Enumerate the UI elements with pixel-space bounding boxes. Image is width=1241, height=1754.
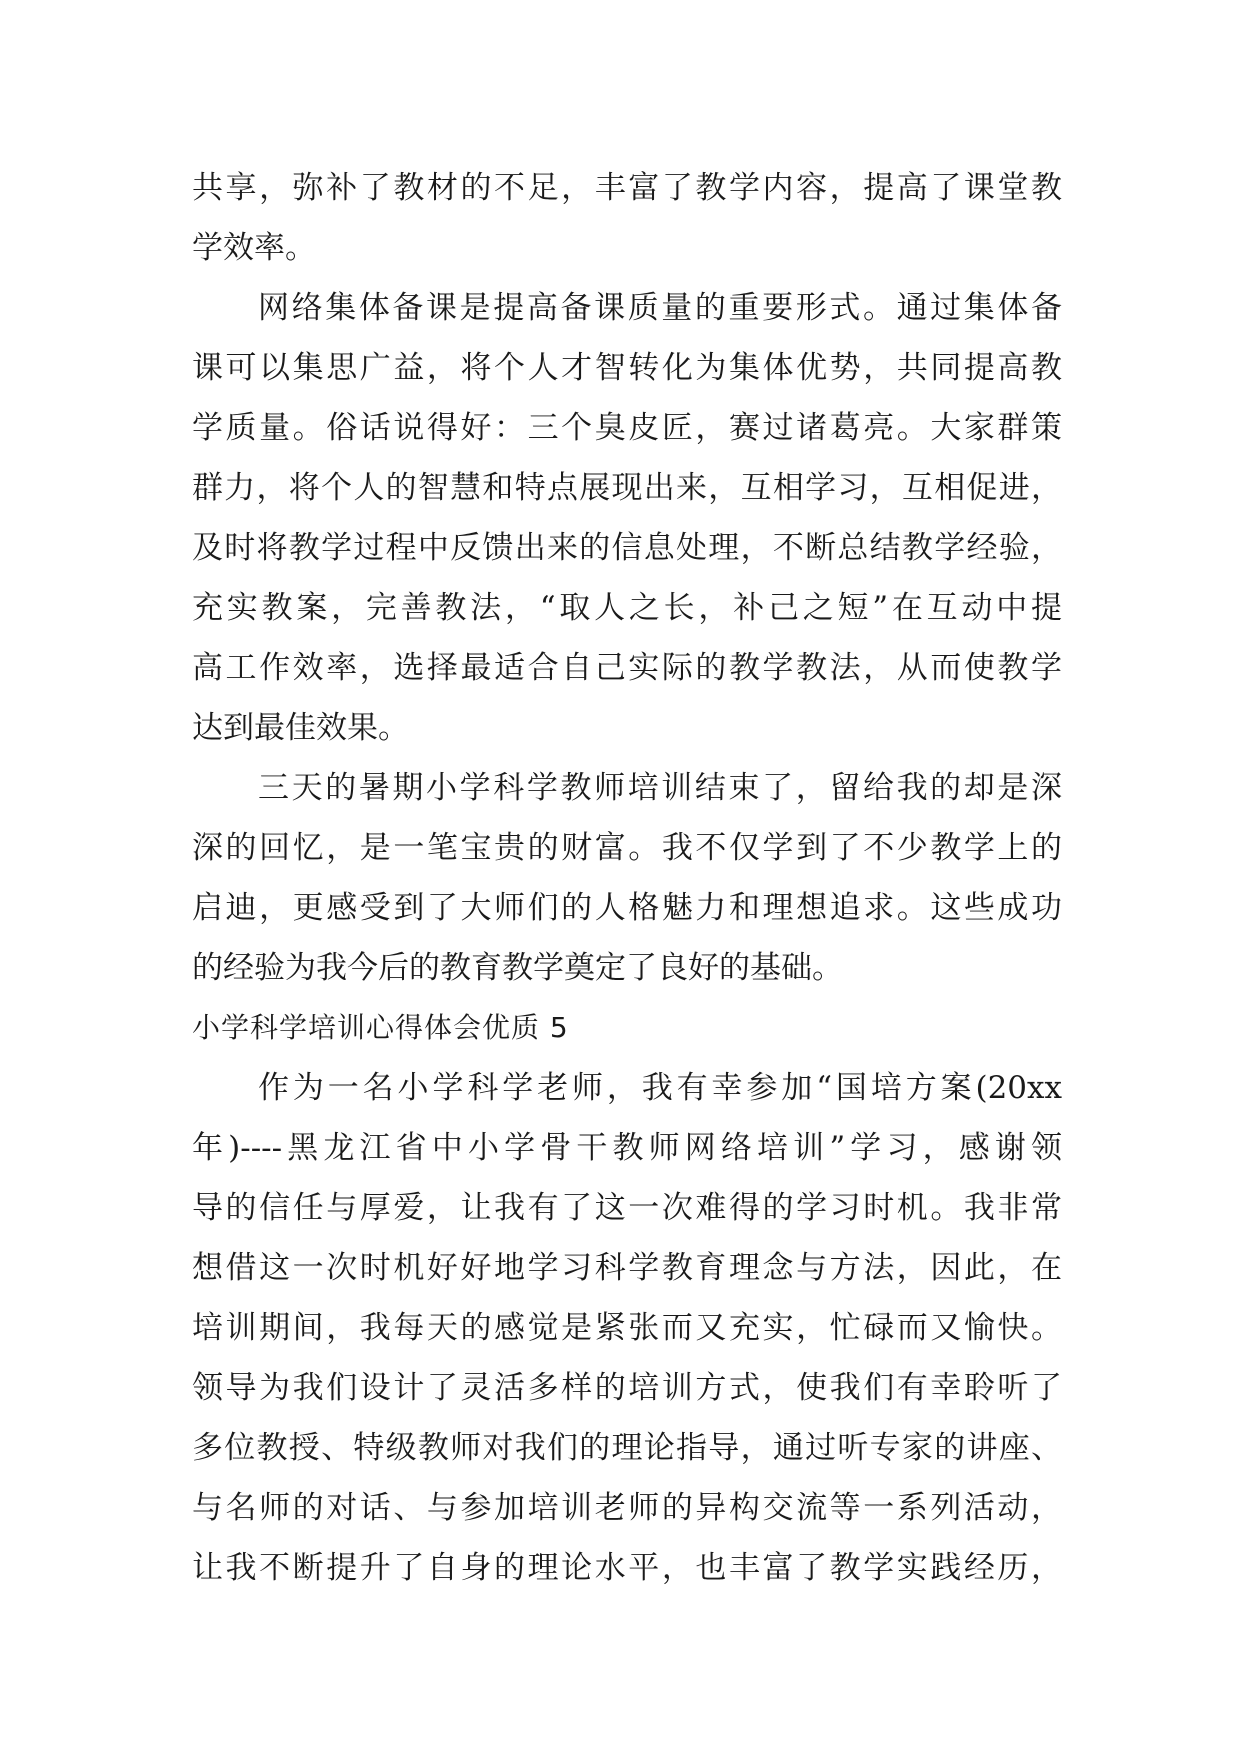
text-line: 启迪，更感受到了大师们的人格魅力和理想追求。这些成功 xyxy=(192,890,1062,926)
text-line: 学效率。 xyxy=(192,230,316,266)
paragraph-first-line: 三天的暑期小学科学教师培训结束了，留给我的却是深 xyxy=(258,770,1062,806)
text-line: 共享，弥补了教材的不足，丰富了教学内容，提高了课堂教 xyxy=(192,170,1062,206)
text-line: 多位教授、特级教师对我们的理论指导，通过听专家的讲座、 xyxy=(192,1430,1062,1466)
text-line: 导的信任与厚爱，让我有了这一次难得的学习时机。我非常 xyxy=(192,1190,1062,1226)
paragraph-first-line: 网络集体备课是提高备课质量的重要形式。通过集体备 xyxy=(258,290,1062,326)
text-line: 高工作效率，选择最适合自己实际的教学教法，从而使教学 xyxy=(192,650,1062,686)
text-line: 的经验为我今后的教育教学奠定了良好的基础。 xyxy=(192,950,843,986)
text-line: 课可以集思广益，将个人才智转化为集体优势，共同提高教 xyxy=(192,350,1062,386)
text-line: 深的回忆，是一笔宝贵的财富。我不仅学到了不少教学上的 xyxy=(192,830,1062,866)
text-line: 充实教案，完善教法，“取人之长，补己之短”在互动中提 xyxy=(192,590,1062,626)
text-line: 达到最佳效果。 xyxy=(192,710,409,746)
text-line: 让我不断提升了自身的理论水平，也丰富了教学实践经历， xyxy=(192,1550,1062,1586)
paragraph-first-line: 作为一名小学科学老师，我有幸参加“国培方案(20xx xyxy=(258,1070,1062,1106)
text-line: 及时将教学过程中反馈出来的信息处理，不断总结教学经验， xyxy=(192,530,1062,566)
text-line: 群力，将个人的智慧和特点展现出来，互相学习，互相促进， xyxy=(192,470,1062,506)
text-line: 想借这一次时机好好地学习科学教育理念与方法，因此，在 xyxy=(192,1250,1062,1286)
text-line: 学质量。俗话说得好：三个臭皮匠，赛过诸葛亮。大家群策 xyxy=(192,410,1062,446)
text-line: 领导为我们设计了灵活多样的培训方式，使我们有幸聆听了 xyxy=(192,1370,1062,1406)
text-line: 与名师的对话、与参加培训老师的异构交流等一系列活动， xyxy=(192,1490,1062,1526)
section-heading: 小学科学培训心得体会优质 5 xyxy=(192,1011,569,1044)
document-body xyxy=(192,158,1062,1598)
text-line: 年)----黑龙江省中小学骨干教师网络培训”学习，感谢领 xyxy=(192,1130,1062,1166)
text-line: 培训期间，我每天的感觉是紧张而又充实，忙碌而又愉快。 xyxy=(192,1310,1062,1346)
